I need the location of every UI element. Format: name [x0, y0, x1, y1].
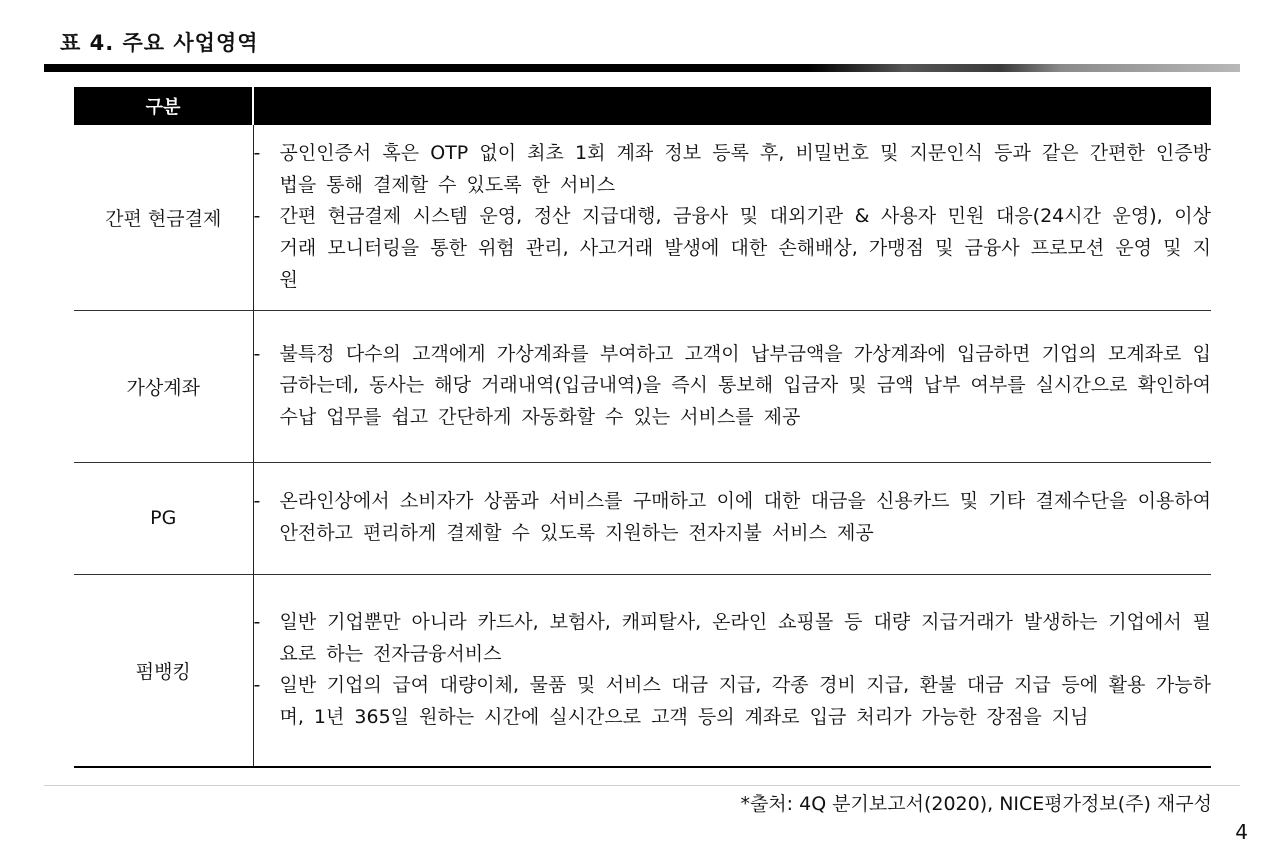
footer-divider: [44, 785, 1240, 786]
description-item: - 일반 기업뿐만 아니라 카드사, 보험사, 캐피탈사, 온라인 쇼핑몰 등 대량 지급거래가 발생하는 기업에서 필요로 하는 전자금융서비스: [254, 607, 1212, 670]
row-category: 펌뱅킹: [74, 574, 253, 767]
row-category: 가상계좌: [74, 310, 253, 462]
table-row: [74, 125, 1211, 310]
description-item: - 공인인증서 혹은 OTP 없이 최초 1회 계좌 정보 등록 후, 비밀번호 및 지문인식 등과 같은 간편한 인증방법을 통해 결제할 수 있도록 한 서비스: [254, 138, 1212, 201]
bullet-dash: -: [253, 611, 261, 634]
description-item: - 불특정 다수의 고객에게 가상계좌를 부여하고 고객이 납부금액을 가상계좌에 입금하면 기업의 모계좌로 입금하는데, 동사는 해당 거래내역(입금내역)을 즉시 통보해 입금자 및 금액 납부 여부를 실시간으로 확인하여 수납 업무를 쉽고 간단하게 자동화할 수 있는 서비스를 제공: [254, 339, 1212, 434]
description-item: - 일반 기업의 급여 대량이체, 물품 및 서비스 대금 지급, 각종 경비 지급, 환불 대금 지급 등에 활용 가능하며, 1년 365일 원하는 시간에 실시간으로 고객 등의 계좌로 입금 처리가 가능한 장점을 지님: [254, 670, 1212, 733]
bullet-dash: -: [253, 674, 261, 697]
business-area-table: [74, 87, 1211, 768]
bullet-dash: -: [253, 490, 261, 513]
bullet-dash: -: [253, 142, 261, 165]
row-description: [253, 462, 1211, 574]
row-description: [253, 310, 1211, 462]
header-description: [253, 87, 1211, 125]
header-category: 구분: [74, 87, 253, 125]
table-row: [74, 310, 1211, 462]
bullet-dash: -: [253, 342, 261, 365]
description-item: - 간편 현금결제 시스템 운영, 정산 지급대행, 금융사 및 대외기관 & 사용자 민원 대응(24시간 운영), 이상 거래 모니터링을 통한 위험 관리, 사고거래 발생에 대한 손해배상, 가맹점 및 금융사 프로모션 운영 및 지원: [254, 201, 1212, 296]
table-row: [74, 574, 1211, 767]
row-category: PG: [74, 462, 253, 574]
source-note: *출처: 4Q 분기보고서(2020), NICE평가정보(주) 재구성: [740, 793, 1212, 815]
page-number: 4: [1235, 820, 1248, 844]
table-header-row: [74, 87, 1211, 125]
row-description: [253, 574, 1211, 767]
table-row: [74, 462, 1211, 574]
row-description: [253, 125, 1211, 310]
table-title: 표 4. 주요 사업영역: [60, 31, 259, 55]
description-item: - 온라인상에서 소비자가 상품과 서비스를 구매하고 이에 대한 대금을 신용카드 및 기타 결제수단을 이용하여 안전하고 편리하게 결제할 수 있도록 지원하는 전자지불 서비스 제공: [254, 486, 1212, 549]
row-category: 간편 현금결제: [74, 125, 253, 310]
title-divider: [44, 64, 1240, 72]
bullet-dash: -: [253, 205, 261, 228]
